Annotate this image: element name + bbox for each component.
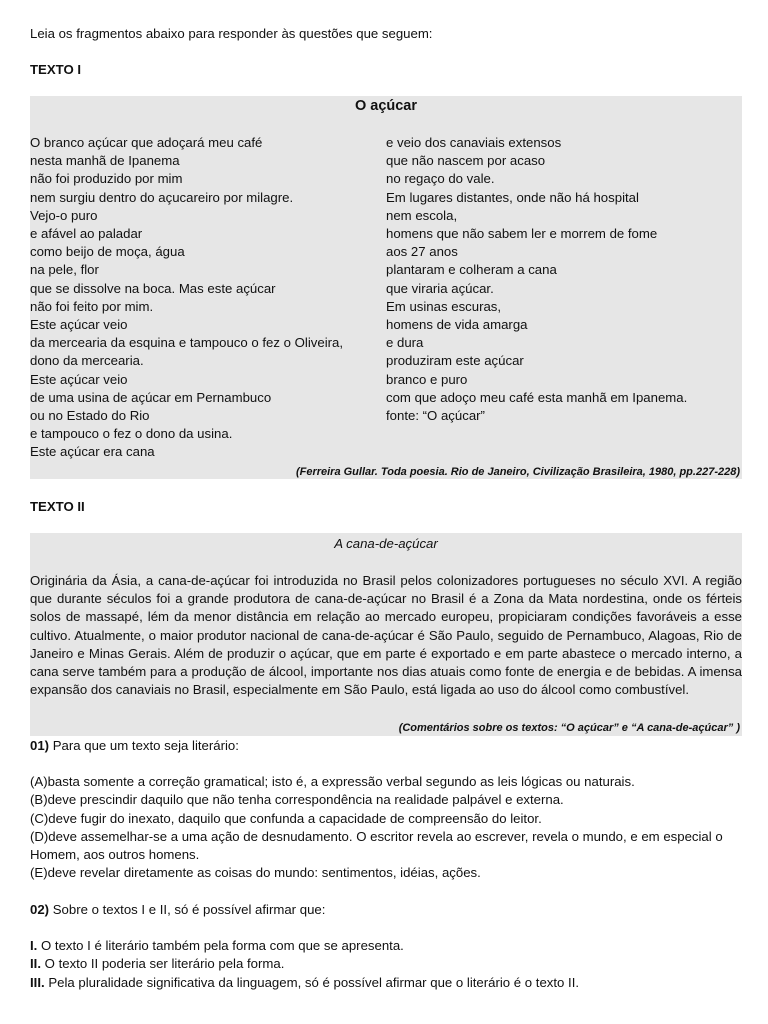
poem-line: Este açúcar veio xyxy=(30,317,128,333)
poem-line: O branco açúcar que adoçará meu café xyxy=(30,135,263,150)
poem-line: branco e puro xyxy=(386,371,468,387)
question-2-number: 02) xyxy=(30,902,50,917)
poem-line: com que adoço meu café esta manhã em Ipanema. xyxy=(386,389,688,405)
poem-line: e veio dos canaviais extensos xyxy=(386,135,562,150)
poem-line: da mercearia da esquina e tampouco o fez o Oliveira, xyxy=(30,335,344,351)
poem-line: não foi feito por mim. xyxy=(30,298,154,314)
texto1-label: TEXTO I xyxy=(30,62,82,77)
question-1-text: Para que um texto seja literário: xyxy=(52,738,239,753)
poem-line: como beijo de moça, água xyxy=(30,244,185,260)
texto2-title: A cana-de-açúcar xyxy=(334,536,438,551)
question-2 xyxy=(30,901,742,992)
poem-line: que se dissolve na boca. Mas este açúcar xyxy=(30,280,276,296)
poem-line: fonte: “O açúcar” xyxy=(386,408,485,424)
poem-line: e tampouco o fez o dono da usina. xyxy=(30,426,233,442)
question-1-number: 01) xyxy=(30,738,50,753)
texto2-label: TEXTO II xyxy=(30,499,85,514)
option-d: (D)deve assemelhar-se a uma ação de desnudamento. O escritor revela ao escrever, revela o mundo, e em especial o Homem, aos outros homens. xyxy=(30,828,723,863)
poem-line: que não nascem por acaso xyxy=(386,153,546,169)
poem-line: e afável ao paladar xyxy=(30,226,143,242)
question-1-stem xyxy=(30,737,742,755)
statement-i-text: O texto I é literário também pela forma com que se apresenta. xyxy=(41,938,404,954)
poem-line: nem escola, xyxy=(386,207,458,223)
texto1-box xyxy=(30,96,742,479)
poem-line: dono da mercearia. xyxy=(30,353,144,369)
poem-line: ou no Estado do Rio xyxy=(30,408,150,424)
statement-iii-number: III. xyxy=(30,974,45,990)
poem-left-column xyxy=(30,134,343,462)
poem-line: e dura xyxy=(386,335,424,351)
poem-line: aos 27 anos xyxy=(386,244,458,260)
statement-ii-text: O texto II poderia ser literário pela forma. xyxy=(44,956,285,972)
option-a: (A)basta somente a correção gramatical; isto é, a expressão verbal segundo as leis lógicas ou naturais. xyxy=(30,774,635,790)
texto1-credit: (Ferreira Gullar. Toda poesia. Rio de Janeiro, Civilização Brasileira, 1980, pp.227-228) xyxy=(295,466,740,478)
poem-line: não foi produzido por mim xyxy=(30,171,183,187)
question-1 xyxy=(30,737,742,882)
poem-line: produziram este açúcar xyxy=(386,353,524,369)
option-c: (C)deve fugir do inexato, daquilo que confunda a capacidade de compreensão do leitor. xyxy=(30,810,542,826)
texto2-paragraph: Originária da Ásia, a cana-de-açúcar foi introduzida no Brasil pelos colonizadores portugueses no século XVI. A região que durante séculos foi a grande produtora de cana-de-açúcar no Brasil é a Zona da Mata nordestina, onde os férteis solos de massapé, lém da menor distância em relação ao mercado europeu, propiciaram condições favoráveis a esse cultivo. Atualmente, o maior produtor nacional de cana-de-açúcar é São Paulo, seguido de Pernambuco, Alagoas, Rio de Janeiro e Minas Gerais. Além de produzir o açúcar, que em parte é exportado e em parte abastece o mercado interno, a cana serve também para a produção de álcool, importante nos dias atuais como fonte de energia e de bebidas. A imensa expansão dos canaviais no Brasil, especialmente em São Paulo, está ligada ao uso do álcool como combustível. xyxy=(30,573,742,698)
poem-line: Este açúcar veio xyxy=(30,371,128,387)
poem-line: nem surgiu dentro do açucareiro por milagre. xyxy=(30,189,294,205)
poem-line: homens que não sabem ler e morrem de fome xyxy=(386,226,658,242)
poem-line: na pele, flor xyxy=(30,262,99,278)
texto2-box xyxy=(30,533,742,736)
poem-line: que viraria açúcar. xyxy=(386,280,494,296)
option-e: (E)deve revelar diretamente as coisas do mundo: sentimentos, idéias, ações. xyxy=(30,865,481,881)
question-2-text: Sobre o textos I e II, só é possível afirmar que: xyxy=(52,902,326,917)
poem-line: nesta manhã de Ipanema xyxy=(30,153,180,169)
poem-line: Vejo-o puro xyxy=(30,207,98,223)
statement-ii-number: II. xyxy=(30,956,41,972)
poem-right-column xyxy=(386,134,687,425)
poem-line: plantaram e colheram a cana xyxy=(386,262,557,278)
intro-text: Leia os fragmentos abaixo para responder às questões que seguem: xyxy=(30,26,433,41)
poem-line: homens de vida amarga xyxy=(386,317,528,333)
poem-line: no regaço do vale. xyxy=(386,171,495,187)
statement-iii-text: Pela pluralidade significativa da linguagem, só é possível afirmar que o literário é o texto II. xyxy=(48,974,580,990)
statement-i-number: I. xyxy=(30,938,38,954)
question-2-stem xyxy=(30,901,742,919)
statement-i xyxy=(30,937,742,955)
texto2-credit: (Comentários sobre os textos: “O açúcar” e “A cana-de-açúcar” ) xyxy=(398,722,740,734)
poem-line: de uma usina de açúcar em Pernambuco xyxy=(30,389,272,405)
poem-line: Em lugares distantes, onde não há hospital xyxy=(386,189,639,205)
poem-line: Este açúcar era cana xyxy=(30,444,155,460)
statement-ii xyxy=(30,955,742,973)
statement-iii xyxy=(30,974,742,992)
texto1-title: O açúcar xyxy=(354,98,418,114)
poem-line: Em usinas escuras, xyxy=(386,298,502,314)
option-b: (B)deve prescindir daquilo que não tenha correspondência na realidade palpável e externa. xyxy=(30,792,564,808)
